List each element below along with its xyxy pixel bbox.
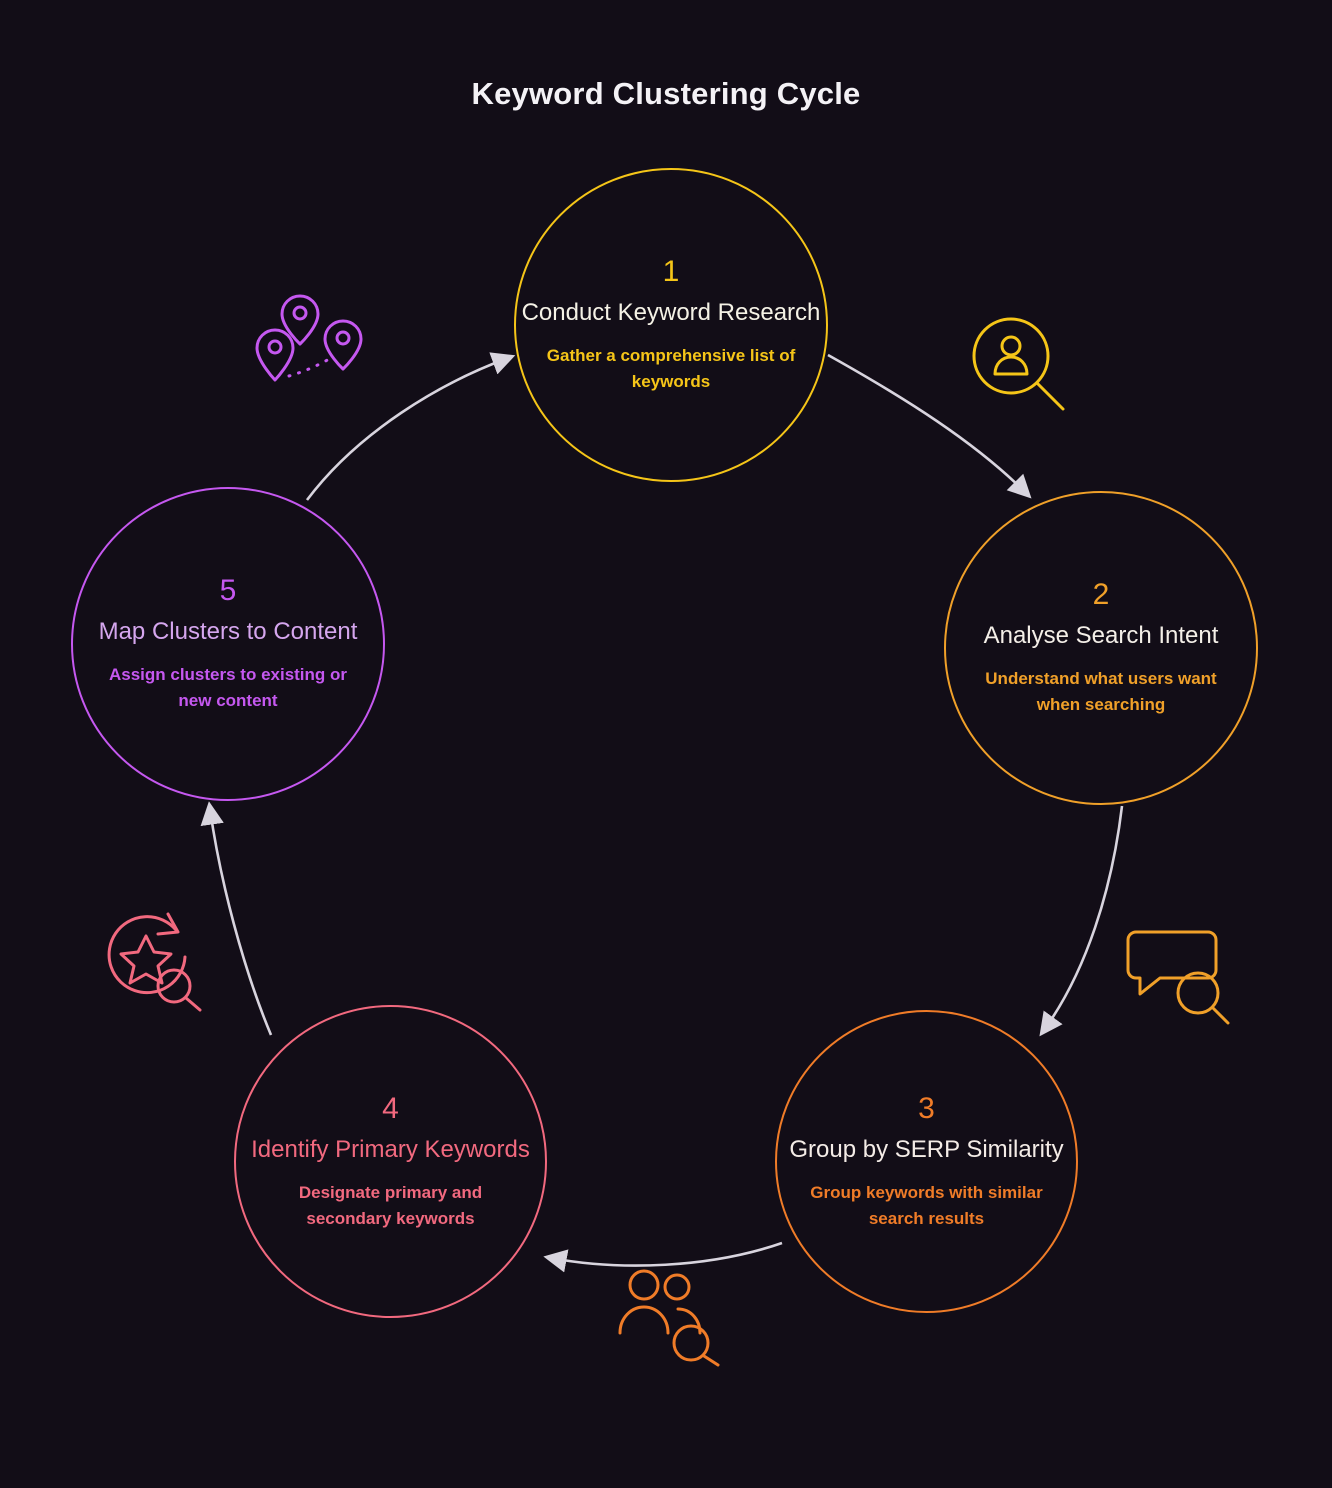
node-4-number: 4 — [382, 1091, 399, 1125]
cycle-node-3[interactable] — [775, 1010, 1078, 1313]
node-4-label: Identify Primary Keywords — [251, 1135, 530, 1163]
people-search-icon — [612, 1265, 724, 1369]
cycle-node-2[interactable] — [944, 491, 1258, 805]
node-2-number: 2 — [1092, 578, 1110, 612]
cycle-node-5[interactable] — [71, 487, 385, 801]
node-5-description: Assign clusters to existing or new content — [108, 665, 348, 711]
node-3-number: 3 — [918, 1091, 935, 1125]
node-5-number: 5 — [219, 574, 237, 608]
node-1-description: Gather a comprehensive list of keywords — [546, 346, 796, 392]
node-1-label: Conduct Keyword Research — [521, 299, 821, 327]
cycle-node-1[interactable] — [514, 168, 828, 482]
chat-search-icon — [1124, 918, 1234, 1026]
node-5-label: Map Clusters to Content — [98, 618, 358, 646]
node-3-description: Group keywords with similar search results — [810, 1182, 1043, 1228]
star-search-icon — [98, 908, 210, 1014]
node-2-label: Analyse Search Intent — [983, 622, 1219, 650]
node-1-number: 1 — [662, 255, 680, 289]
node-3-label: Group by SERP Similarity — [789, 1135, 1064, 1163]
person-search-icon — [966, 314, 1071, 414]
node-4-description: Designate primary and secondary keywords — [298, 1182, 483, 1228]
cycle-node-4[interactable] — [234, 1005, 547, 1318]
location-pins-icon — [251, 288, 371, 398]
node-2-description: Understand what users want when searching — [985, 669, 1217, 715]
page-title: Keyword Clustering Cycle — [471, 76, 861, 111]
